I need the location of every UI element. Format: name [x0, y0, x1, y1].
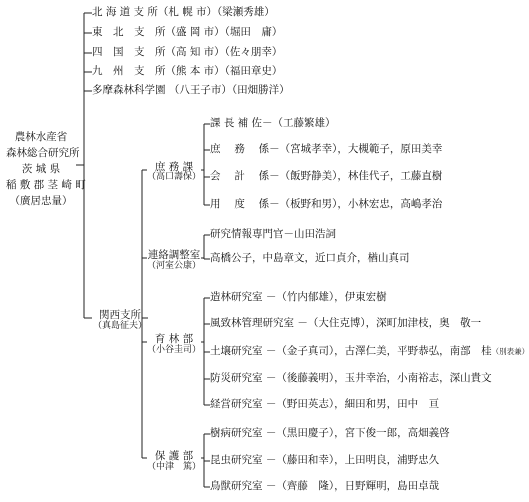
wildlife-lab: 鳥獣研究室 －（齊藤 隆），日野輝明，島田卓哉: [210, 480, 440, 492]
branch-tohoku: 東 北 支 所（盛 岡 市）（堀田 庸）: [92, 26, 283, 38]
soil-lab-note: （別表兼）: [491, 347, 529, 356]
branch-shikoku: 四 国 支 所（高 知 市）（佐々朋幸）: [92, 46, 283, 58]
landscape-lab: 風致林管理研究室 －（大住克博），深町加津枝，奥 敬一: [210, 317, 482, 329]
protection-label: 保 護 部: [154, 450, 194, 462]
general-affairs-label: 庶 務 課: [154, 161, 194, 173]
disaster-lab: 防災研究室 －（後藤義明），玉井幸治，小南裕志，深山貴文: [210, 372, 492, 384]
tree-disease-lab: 樹病研究室 －（黒田慶子），宮下俊一郎，高畑義啓: [210, 427, 450, 439]
coordination-head: （河室公康）: [146, 261, 201, 271]
town-label: 稲 敷 郡 茎 崎 町: [6, 179, 86, 191]
silviculture-head: （小谷圭司）: [146, 345, 201, 355]
soil-lab-main: 土壌研究室 －（金子真司），古澤仁美，平野恭弘，: [210, 345, 450, 357]
silviculture-label: 育 林 部: [154, 333, 194, 345]
management-lab: 経営研究室 －（野田英志），細田和男，田中 亘: [210, 398, 440, 410]
ministry-label: 農林水産省: [14, 131, 68, 143]
soil-lab-extra: 南部 桂: [449, 345, 492, 357]
branch-hokkaido: 北 海 道 支 所（札 幌 市）（梁瀬秀雄）: [92, 6, 275, 18]
afforestation-lab: 造林研究室 －（竹内郁雄），伊東宏樹: [210, 291, 387, 303]
coordination-staff: 高橋公子，中島章文，近口貞介，楢山真司: [210, 252, 410, 264]
assistant-manager: 課 長 補 佐－（工藤繁雄）: [210, 117, 336, 129]
kansai-branch-head: （真島征夫）: [92, 321, 147, 331]
kansai-branch-label: 関西支所: [99, 309, 141, 321]
supplies-section: 用 度 係－（板野和男），小林宏忠，高嶋孝治: [210, 198, 443, 210]
prefecture-label: 茨 城 県: [21, 163, 61, 175]
institute-label: 森林総合研究所: [6, 147, 80, 159]
general-section: 庶 務 係－（宮城孝幸），大槻範子，原田美幸: [210, 143, 443, 155]
branch-tama: 多摩森林科学園 （八王子市）（田畑勝洋）: [92, 84, 290, 96]
soil-lab: [210, 346, 529, 357]
coordination-label: 連絡調整室: [147, 249, 201, 261]
branch-kyushu: 九 州 支 所（熊 本 市）（福田章史）: [92, 65, 283, 77]
general-affairs-head: （高口壽保）: [146, 172, 201, 182]
research-info-officer: 研究情報専門官－山田浩詞: [210, 228, 336, 240]
insect-lab: 昆虫研究室 －（藤田和幸），上田明良，浦野忠久: [210, 454, 440, 466]
accounting-section: 会 計 係－（飯野静美），林佳代子，工藤直樹: [210, 170, 443, 182]
protection-head: （中津 篤）: [146, 462, 201, 472]
director-label: （廣居忠量）: [9, 195, 73, 207]
